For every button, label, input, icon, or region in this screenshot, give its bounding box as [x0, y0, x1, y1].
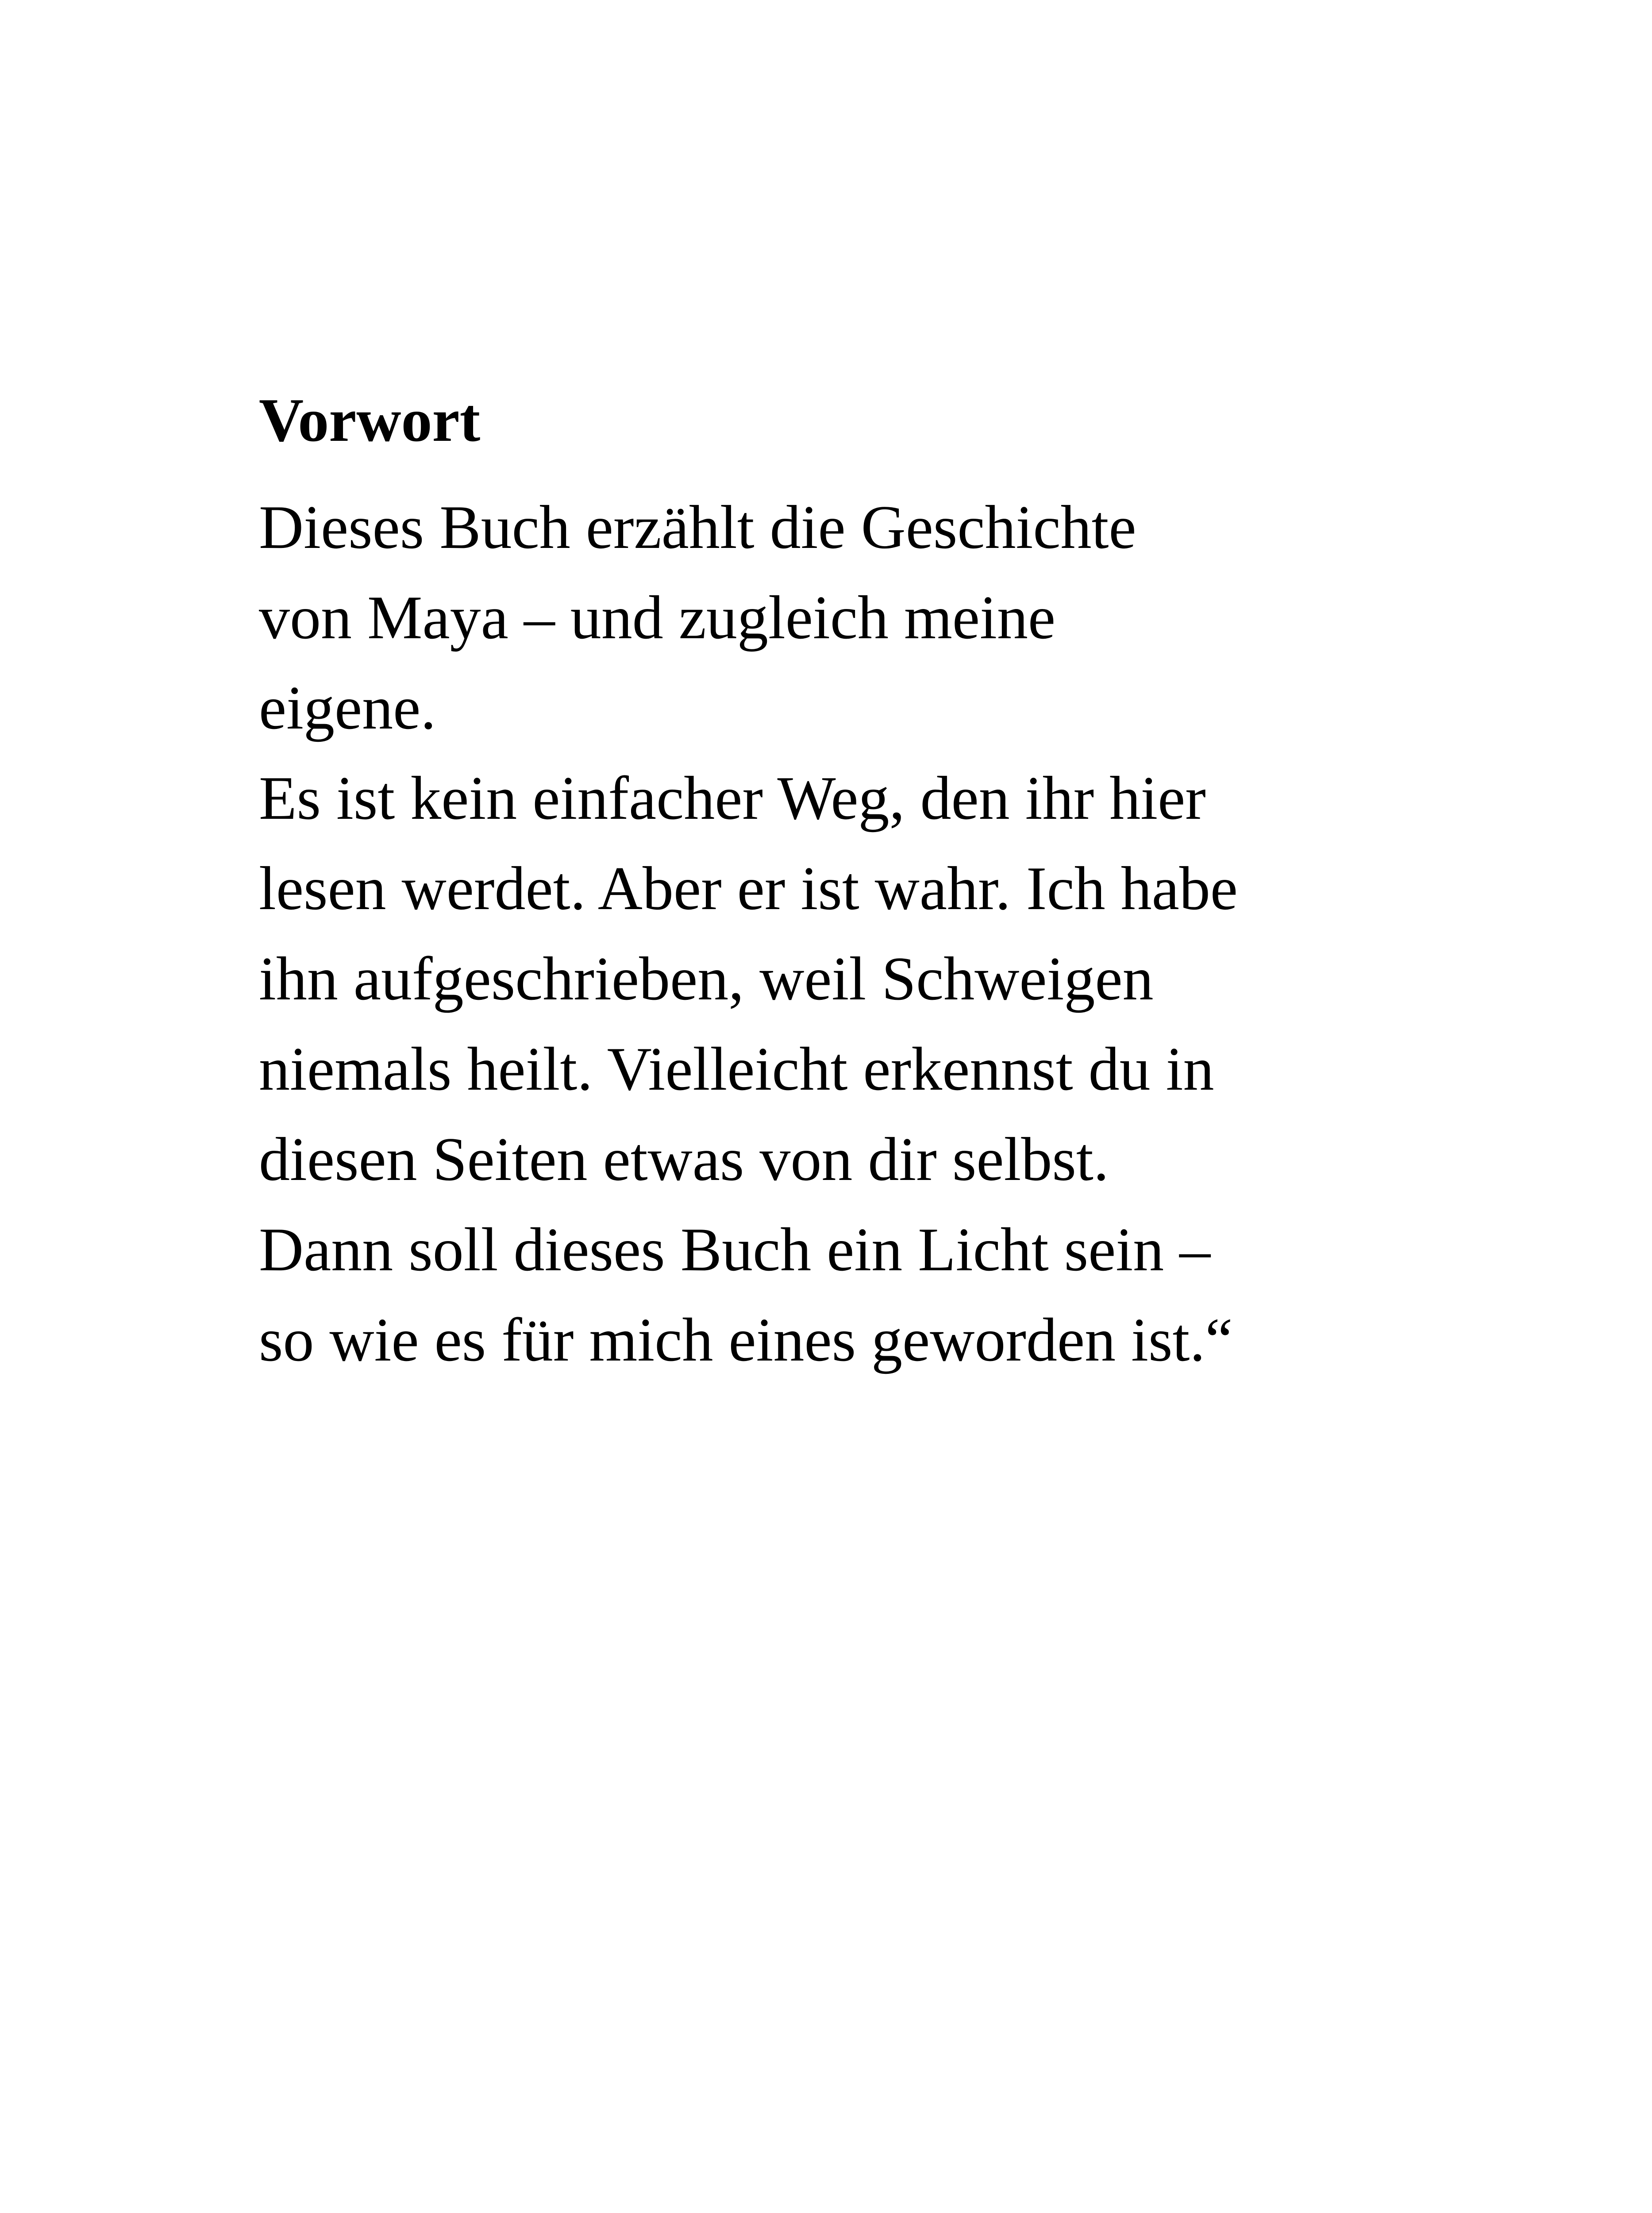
text-line: so wie es für mich eines geworden ist.“ — [259, 1306, 1233, 1374]
preface-heading: Vorwort — [259, 386, 481, 455]
text-line: Dann soll dieses Buch ein Licht sein – — [259, 1215, 1211, 1284]
text-line: niemals heilt. Vielleicht erkennst du in — [259, 1035, 1214, 1103]
text-line: von Maya – und zugleich meine — [259, 583, 1056, 652]
text-line: Es ist kein einfacher Weg, den ihr hier — [259, 764, 1206, 833]
text-line: eigene. — [259, 674, 436, 742]
text-line: diesen Seiten etwas von dir selbst. — [259, 1125, 1109, 1194]
text-line: Dieses Buch erzählt die Geschichte — [259, 493, 1136, 562]
preface-section — [259, 385, 1454, 1385]
text-line: lesen werdet. Aber er ist wahr. Ich habe — [259, 854, 1238, 923]
preface-body — [259, 482, 1454, 1385]
text-line: ihn aufgeschrieben, weil Schweigen — [259, 945, 1154, 1013]
